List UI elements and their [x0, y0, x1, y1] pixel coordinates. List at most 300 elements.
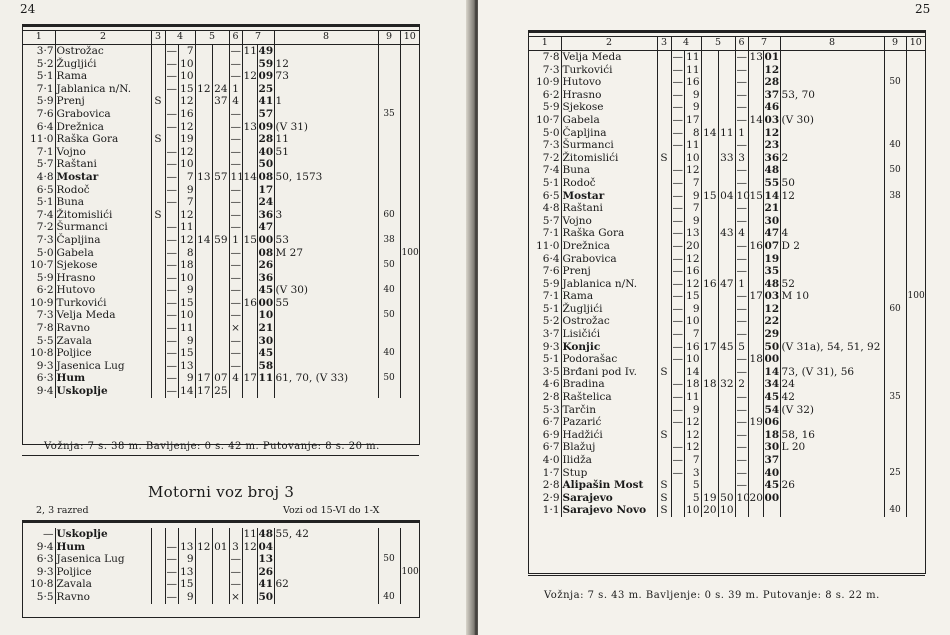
cell-n: [780, 164, 884, 177]
station-row: [529, 492, 925, 505]
cell-b: 7: [178, 45, 195, 58]
station-name: Jasenica Lug: [55, 360, 151, 373]
cell-d: [718, 479, 735, 492]
cell-h: 14: [749, 113, 763, 126]
station-row: [23, 284, 419, 297]
cell-s: [151, 83, 165, 96]
cell-col10: [400, 108, 419, 121]
cell-d: [212, 360, 229, 373]
cell-km: 5·0: [36, 246, 54, 259]
cell-km: 4·6: [542, 378, 560, 391]
station-name: Hum: [55, 541, 151, 554]
cell-km: 2·9: [542, 491, 560, 504]
cell-h: [242, 158, 257, 171]
cell-h: 17: [749, 290, 763, 303]
cell-c: [195, 309, 212, 322]
cell-col9: 50: [378, 309, 400, 322]
cell-a: —: [672, 189, 683, 202]
cell-m: 46: [764, 101, 780, 114]
cell-e: —: [230, 183, 242, 196]
cell-d: [212, 335, 229, 348]
cell-km: 7·2: [542, 151, 560, 164]
cell-c: [701, 76, 718, 89]
cell-km: 10·8: [30, 578, 54, 591]
station-row: [23, 528, 419, 541]
cell-b: 10: [684, 315, 701, 328]
cell-a: —: [672, 290, 683, 303]
cell-km: 10·7: [30, 259, 54, 272]
cell-s: [151, 70, 165, 83]
cell-h: [242, 209, 257, 222]
cell-km: 7·3: [542, 63, 560, 76]
cell-b: 10: [178, 272, 195, 285]
cell-n: [274, 259, 378, 272]
cell-col10: [906, 139, 925, 152]
cell-col9: [884, 353, 906, 366]
cell-km: 7·3: [36, 309, 54, 322]
cell-s: [151, 121, 165, 134]
cell-col9: 50: [378, 259, 400, 272]
station-name: Vojno: [561, 215, 657, 228]
cell-d: [212, 108, 229, 121]
cell-h: [242, 108, 257, 121]
cell-e: 1: [735, 278, 748, 291]
cell-c: [195, 146, 212, 159]
cell-col10: [906, 303, 925, 316]
cell-col10: [906, 202, 925, 215]
cell-b: 18: [178, 259, 195, 272]
cell-a: —: [166, 347, 177, 360]
column-header: 1: [529, 37, 561, 51]
cell-b: 12: [178, 209, 195, 222]
cell-km: 6·2: [36, 284, 54, 297]
cell-col9: [378, 247, 400, 260]
cell-h: 12: [243, 540, 257, 553]
station-row: [529, 101, 925, 114]
cell-col9: [378, 45, 400, 58]
cell-col9: [378, 335, 400, 348]
cell-col10: [400, 121, 419, 134]
cell-m: [257, 385, 274, 398]
station-name: Brđani pod Iv.: [561, 366, 657, 379]
cell-e: —: [736, 454, 748, 466]
cell-km: 11·0: [30, 133, 54, 146]
cell-s: [151, 58, 165, 71]
cell-km: 6·7: [542, 416, 560, 429]
cell-col9: [884, 177, 906, 190]
cell-n: 73, (V 31), 56: [780, 366, 884, 379]
cell-d: [212, 347, 229, 360]
cell-e: —: [736, 63, 748, 76]
cell-col9: [884, 416, 906, 429]
cell-km: 7·1: [36, 145, 54, 158]
cell-s: [657, 341, 671, 354]
cell-col10: [400, 196, 419, 209]
cell-d: 32: [718, 378, 735, 391]
cell-col9: [884, 492, 906, 505]
cell-col10: [906, 51, 925, 64]
cell-h: 17: [243, 372, 257, 385]
station-row: [23, 541, 419, 554]
cell-s: [657, 227, 671, 240]
cell-h: [242, 591, 257, 604]
station-row: [23, 259, 419, 272]
cell-e: —: [736, 164, 748, 177]
cell-km: 4·0: [542, 454, 560, 466]
cell-col9: [378, 385, 400, 398]
cell-col10: [906, 240, 925, 253]
cell-col9: [884, 315, 906, 328]
cell-col10: [400, 284, 419, 297]
cell-col9: [884, 479, 906, 492]
cell-c: [701, 454, 718, 467]
cell-n: 58, 16: [780, 429, 884, 442]
cell-m: 50: [258, 158, 274, 171]
cell-a: —: [166, 372, 177, 385]
station-name: Čapljina: [561, 127, 657, 140]
station-name: Ostrožac: [55, 45, 151, 58]
cell-h: [748, 328, 763, 341]
station-row: [529, 429, 925, 442]
station-name: Grabovica: [561, 253, 657, 266]
station-name: Uskoplje: [55, 528, 151, 541]
cell-c: [701, 416, 718, 429]
cell-c: [701, 315, 718, 328]
cell-b: 11: [684, 64, 701, 77]
station-row: [529, 378, 925, 391]
left-page: [0, 0, 472, 635]
cell-e: 3: [735, 152, 748, 165]
cell-b: 11: [684, 51, 701, 64]
cell-d: [718, 315, 735, 328]
station-name: Hrasno: [55, 272, 151, 285]
cell-b: 12: [684, 253, 701, 266]
cell-col9: [884, 64, 906, 77]
cell-a: —: [672, 391, 683, 404]
cell-d: [718, 253, 735, 266]
cell-b: 10: [178, 309, 195, 322]
cell-h: [748, 404, 763, 417]
cell-a: [671, 152, 684, 165]
cell-n: [780, 328, 884, 341]
station-name: Stup: [561, 467, 657, 480]
station-row: [529, 215, 925, 228]
cell-m: 23: [764, 139, 780, 152]
cell-km: 7·1: [36, 82, 54, 95]
cell-col10: [906, 391, 925, 404]
cell-n: [780, 454, 884, 467]
cell-c: [701, 429, 718, 442]
cell-m: 48: [764, 277, 780, 290]
cell-col10: [906, 177, 925, 190]
cell-col9: [378, 196, 400, 209]
cell-m: 45: [764, 391, 780, 404]
station-row: [529, 164, 925, 177]
cell-m: 26: [258, 259, 274, 272]
cell-e: [735, 504, 748, 517]
cell-col9: [378, 133, 400, 146]
cell-n: [274, 385, 378, 398]
cell-e: —: [736, 76, 748, 89]
station-row: [529, 479, 925, 492]
cell-a: [165, 133, 178, 146]
cell-m: 37: [764, 88, 780, 101]
station-name: Drežnica: [561, 240, 657, 253]
cell-s: S: [657, 152, 671, 165]
cell-d: 57: [212, 171, 229, 184]
cell-a: —: [672, 176, 683, 189]
cell-km: 11·0: [536, 239, 560, 252]
cell-d: [212, 221, 229, 234]
cell-h: [242, 184, 257, 197]
station-row: [529, 265, 925, 278]
station-name: Podorašac: [561, 353, 657, 366]
cell-c: [701, 265, 718, 278]
cell-a: —: [166, 296, 177, 309]
cell-c: [195, 591, 212, 604]
cell-c: [701, 366, 718, 379]
station-row: [529, 76, 925, 89]
cell-m: 04: [258, 540, 274, 553]
cell-s: [151, 372, 165, 385]
cell-s: [657, 101, 671, 114]
cell-m: 12: [764, 302, 780, 315]
cell-col10: [906, 353, 925, 366]
cell-a: —: [672, 340, 683, 353]
cell-col10: [400, 541, 419, 554]
cell-d: 50: [718, 492, 735, 505]
cell-e: —: [230, 120, 242, 133]
cell-s: [657, 467, 671, 480]
cell-d: 01: [212, 541, 229, 554]
cell-d: [718, 164, 735, 177]
station-row: [23, 209, 419, 222]
cell-b: 9: [684, 89, 701, 102]
cell-col10: [400, 360, 419, 373]
cell-e: —: [230, 70, 242, 83]
cell-col10: [400, 272, 419, 285]
cell-col10: [400, 95, 419, 108]
cell-s: [151, 45, 165, 58]
station-row: [23, 309, 419, 322]
cell-a: —: [672, 126, 683, 139]
cell-col10: [400, 578, 419, 591]
station-name: Buna: [55, 196, 151, 209]
station-row: [529, 467, 925, 480]
cell-col10: [906, 127, 925, 140]
cell-b: 9: [178, 553, 195, 566]
cell-col9: [884, 429, 906, 442]
cell-b: 12: [178, 121, 195, 134]
cell-s: [151, 322, 165, 335]
cell-e: —: [736, 441, 748, 454]
journey-summary: Vožnja: 7 s. 43 m. Bavljenje: 0 s. 39 m. Putovanje: 8 s. 22 m.: [544, 590, 880, 601]
cell-d: 43: [718, 227, 735, 240]
cell-a: [165, 528, 178, 541]
cell-n: M 10: [780, 290, 884, 303]
cell-s: [657, 127, 671, 140]
cell-a: —: [672, 353, 683, 366]
cell-b: 9: [178, 184, 195, 197]
cell-col10: [400, 528, 419, 541]
cell-b: 13: [684, 227, 701, 240]
cell-h: [748, 265, 763, 278]
cell-m: 29: [764, 328, 780, 341]
cell-d: [212, 196, 229, 209]
cell-m: 06: [764, 416, 780, 429]
station-row: [23, 360, 419, 373]
cell-s: [657, 51, 671, 64]
station-name: Alipašin Most: [561, 479, 657, 492]
station-name: Čapljina: [55, 234, 151, 247]
cell-m: 08: [258, 246, 274, 259]
station-row: [23, 221, 419, 234]
cell-h: [748, 278, 763, 291]
cell-col9: [884, 366, 906, 379]
cell-h: [748, 101, 763, 114]
cell-m: 26: [258, 565, 274, 578]
cell-col10: [400, 553, 419, 566]
station-name: Žugljići: [561, 303, 657, 316]
cell-s: [151, 196, 165, 209]
cell-b: 9: [684, 101, 701, 114]
cell-c: [701, 303, 718, 316]
cell-a: —: [166, 359, 177, 372]
column-header: 7: [242, 31, 274, 45]
cell-m: 21: [258, 322, 274, 335]
cell-d: [718, 404, 735, 417]
cell-col10: [906, 341, 925, 354]
cell-a: —: [166, 120, 177, 133]
cell-b: 7: [178, 171, 195, 184]
cell-m: 45: [258, 347, 274, 360]
cell-c: 15: [701, 190, 718, 203]
cell-e: 10: [736, 491, 750, 504]
cell-n: [274, 360, 378, 373]
cell-a: —: [672, 164, 683, 177]
cell-h: [748, 454, 763, 467]
cell-d: [718, 215, 735, 228]
column-header: 9: [378, 31, 400, 45]
station-row: [529, 227, 925, 240]
cell-col9: [884, 215, 906, 228]
cell-s: S: [151, 95, 165, 108]
cell-km: 6·5: [36, 183, 54, 196]
cell-col10: [400, 133, 419, 146]
cell-c: [701, 441, 718, 454]
cell-b: 15: [178, 297, 195, 310]
cell-m: 03: [764, 290, 780, 303]
cell-m: 58: [258, 359, 274, 372]
cell-km: 9·3: [36, 359, 54, 372]
station-row: [529, 152, 925, 165]
cell-c: [195, 121, 212, 134]
cell-km: 10·9: [536, 76, 560, 89]
cell-col9: [378, 70, 400, 83]
cell-d: [718, 303, 735, 316]
station-row: [23, 234, 419, 247]
cell-col9: [884, 290, 906, 303]
cell-col10: [906, 152, 925, 165]
cell-h: [242, 95, 257, 108]
cell-c: [701, 404, 718, 417]
cell-d: [212, 133, 229, 146]
station-name: Žitomislići: [561, 152, 657, 165]
cell-n: [780, 492, 884, 505]
station-name: Raška Gora: [561, 227, 657, 240]
cell-b: 13: [178, 360, 195, 373]
station-name: Velja Meda: [561, 51, 657, 64]
cell-c: 14: [701, 127, 718, 140]
column-header-row: [23, 31, 419, 45]
cell-e: —: [736, 328, 748, 341]
cell-n: [780, 64, 884, 77]
cell-km: 5·1: [36, 70, 54, 83]
cell-km: 10·9: [30, 296, 54, 309]
station-row: [23, 335, 419, 348]
cell-col9: [884, 89, 906, 102]
cell-m: 00: [764, 353, 780, 366]
cell-col10: 100: [401, 566, 419, 577]
cell-e: 1: [229, 234, 242, 247]
cell-m: 40: [258, 145, 274, 158]
cell-km: 3·7: [542, 328, 560, 341]
cell-b: 13: [178, 541, 195, 554]
cell-s: S: [151, 209, 165, 222]
cell-col10: [906, 467, 925, 480]
cell-col10: [906, 328, 925, 341]
cell-s: [657, 64, 671, 77]
cell-m: 36: [258, 271, 274, 284]
cell-c: [195, 95, 212, 108]
station-name: Rodoč: [55, 184, 151, 197]
cell-d: [718, 101, 735, 114]
cell-h: [748, 215, 763, 228]
cell-n: [274, 541, 378, 554]
cell-a: —: [166, 158, 177, 171]
cell-b: 12: [684, 429, 701, 442]
station-name: Hutovo: [55, 284, 151, 297]
cell-km: 7·1: [542, 227, 560, 240]
cell-n: [274, 184, 378, 197]
cell-s: [657, 253, 671, 266]
cell-m: 28: [258, 133, 274, 146]
cell-d: [718, 114, 735, 127]
cell-col9: [378, 272, 400, 285]
cell-h: [242, 322, 257, 335]
station-row: [23, 297, 419, 310]
cell-a: [671, 429, 684, 442]
cell-col10: [906, 215, 925, 228]
column-header: 10: [906, 37, 925, 51]
cell-km: 9·4: [36, 385, 54, 398]
cell-e: 1: [229, 83, 242, 96]
cell-c: [701, 353, 718, 366]
cell-m: 55: [764, 176, 780, 189]
cell-a: [671, 492, 684, 505]
cell-col10: [906, 64, 925, 77]
cell-e: 5: [735, 341, 748, 354]
cell-b: 16: [684, 76, 701, 89]
cell-s: [151, 272, 165, 285]
cell-b: 11: [178, 322, 195, 335]
cell-m: 00: [258, 296, 274, 309]
station-name: Prenj: [561, 265, 657, 278]
cell-e: —: [736, 353, 748, 366]
cell-a: —: [672, 302, 683, 315]
cell-km: 4·8: [542, 202, 560, 215]
cell-col9: [884, 328, 906, 341]
